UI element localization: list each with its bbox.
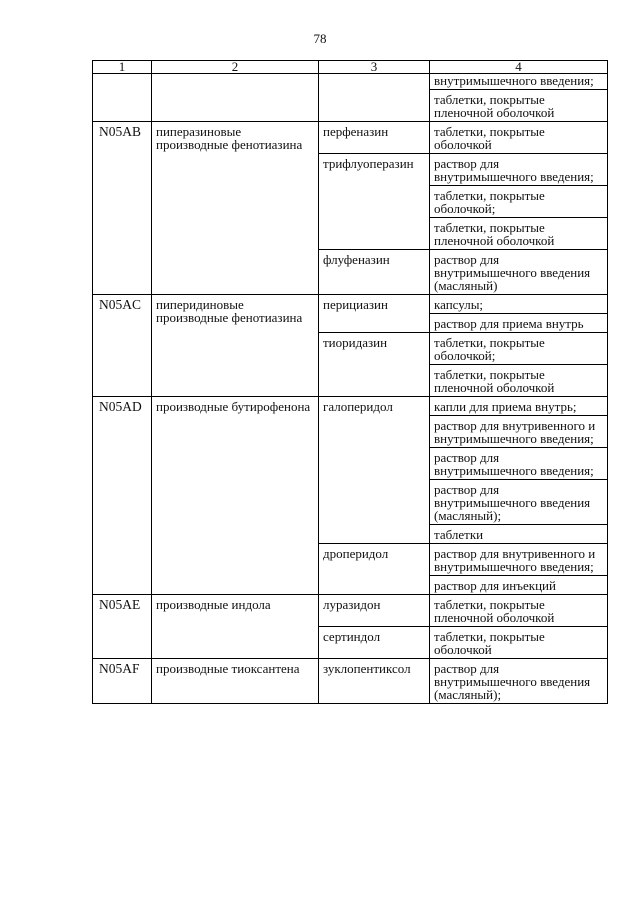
drug-name-cell [319, 397, 430, 544]
drug-name-cell [319, 627, 430, 659]
table-body [93, 74, 608, 704]
atc-code-cell [93, 397, 152, 595]
drug-name: сертиндол [323, 629, 381, 644]
dosage-forms-cell [430, 595, 608, 627]
page-number: 78 [313, 31, 327, 46]
dosage-form: таблетки, покрытые пленочной оболочкой [430, 364, 607, 396]
drug-name-cell [319, 544, 430, 595]
group-name: пиперидиновые производные фенотиазина [156, 297, 303, 325]
drug-table [92, 60, 608, 704]
atc-code-cell [93, 74, 152, 122]
atc-code: N05AF [99, 661, 140, 676]
dosage-form: таблетки, покрытые оболочкой [434, 629, 545, 657]
group-name-cell [152, 122, 319, 295]
drug-name: тиоридазин [323, 335, 388, 350]
drug-name-cell [319, 250, 430, 295]
dosage-forms-cell [430, 250, 608, 295]
drug-name [319, 74, 429, 79]
drug-name: галоперидол [323, 399, 393, 414]
atc-code-cell [93, 122, 152, 295]
column-header: 3 [319, 61, 430, 74]
atc-code-cell [93, 659, 152, 704]
table-row [93, 659, 608, 704]
dosage-form: капли для приема внутрь; [434, 399, 577, 414]
table-row [93, 74, 608, 122]
drug-name-cell [319, 295, 430, 333]
group-name: пиперазиновые производные фенотиазина [156, 124, 303, 152]
atc-code-cell [93, 295, 152, 397]
dosage-form: капсулы; [434, 297, 484, 312]
group-name: производные бутирофенона [156, 399, 311, 414]
dosage-form: таблетки [430, 524, 607, 543]
dosage-form: раствор для инъекций [430, 575, 607, 594]
dosage-form: раствор для внутривенного и внутримышечного введения; [430, 415, 607, 447]
drug-name: зуклопентиксол [323, 661, 411, 676]
group-name-cell [152, 595, 319, 659]
atc-code: N05AC [99, 297, 142, 312]
drug-name: трифлуоперазин [323, 156, 414, 171]
dosage-forms-cell [430, 74, 608, 122]
group-name-cell [152, 295, 319, 397]
table-row [93, 122, 608, 154]
drug-name: флуфеназин [323, 252, 390, 267]
drug-name-cell [319, 122, 430, 154]
header-row [93, 61, 608, 74]
dosage-forms-cell [430, 295, 608, 333]
dosage-forms-cell [430, 544, 608, 595]
drug-name-cell [319, 154, 430, 250]
group-name-cell [152, 397, 319, 595]
dosage-form: таблетки, покрытые пленочной оболочкой [430, 217, 607, 249]
group-name: производные индола [156, 597, 271, 612]
group-name [152, 74, 318, 79]
dosage-form: раствор для внутримышечного введения (масляный) [434, 252, 591, 293]
dosage-form: таблетки, покрытые пленочной оболочкой [430, 89, 607, 121]
table-row [93, 595, 608, 627]
atc-code: N05AB [99, 124, 142, 139]
dosage-forms-cell [430, 627, 608, 659]
drug-name: луразидон [323, 597, 381, 612]
dosage-form: раствор для внутримышечного введения; [434, 156, 594, 184]
dosage-form: таблетки, покрытые пленочной оболочкой [434, 597, 555, 625]
drug-name-cell [319, 333, 430, 397]
dosage-form: раствор для приема внутрь [430, 313, 607, 332]
dosage-forms-cell [430, 154, 608, 250]
dosage-forms-cell [430, 333, 608, 397]
dosage-forms-cell [430, 397, 608, 544]
column-header: 4 [430, 61, 608, 74]
atc-code: N05AE [99, 597, 141, 612]
dosage-form: раствор для внутримышечного введения (масляный); [434, 661, 591, 702]
atc-code [93, 74, 151, 79]
table-row [93, 295, 608, 333]
drug-name-cell [319, 595, 430, 627]
dosage-form: раствор для внутримышечного введения (масляный); [430, 479, 607, 524]
group-name: производные тиоксантена [156, 661, 300, 676]
atc-code-cell [93, 595, 152, 659]
dosage-form: таблетки, покрытые оболочкой; [430, 185, 607, 217]
group-name-cell [152, 659, 319, 704]
group-name-cell [152, 74, 319, 122]
column-header: 1 [93, 61, 152, 74]
dosage-form: раствор для внутримышечного введения; [430, 447, 607, 479]
column-header: 2 [152, 61, 319, 74]
dosage-forms-cell [430, 659, 608, 704]
dosage-form: таблетки, покрытые оболочкой [434, 124, 545, 152]
drug-name-cell [319, 659, 430, 704]
drug-name: дроперидол [323, 546, 389, 561]
dosage-form: внутримышечного введения; [434, 73, 594, 88]
table-row [93, 397, 608, 544]
atc-code: N05AD [99, 399, 142, 414]
dosage-form: таблетки, покрытые оболочкой; [434, 335, 545, 363]
dosage-form: раствор для внутривенного и внутримышечного введения; [434, 546, 596, 574]
drug-name-cell [319, 74, 430, 122]
drug-name: перфеназин [323, 124, 389, 139]
dosage-forms-cell [430, 122, 608, 154]
drug-name: перициазин [323, 297, 388, 312]
